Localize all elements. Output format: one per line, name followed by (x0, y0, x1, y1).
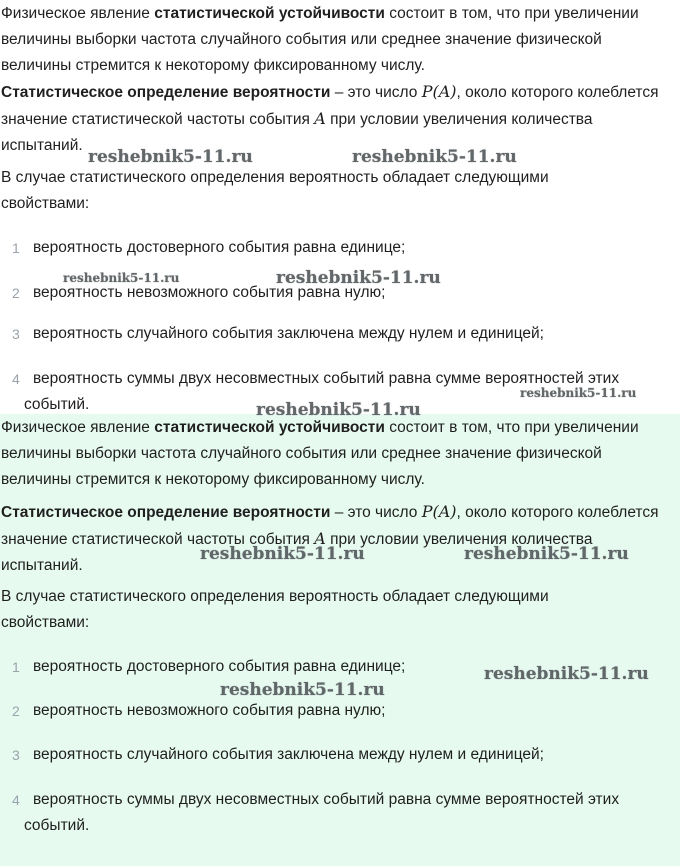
watermark: reshebnik5-11.ru (88, 147, 253, 167)
list-text-continued: событий. (24, 396, 90, 413)
paragraph-properties-intro: В случае статистического определения вероятность обладает следующими свойствами: (1, 588, 549, 631)
paragraph-stability: Физическое явление статистической устойчивости состоит в том, что при увеличении величины выборки частота случайного события или среднее значение физической величины стремится к некоторому фиксированному числу. (1, 419, 639, 488)
list-number: 4 (12, 371, 20, 387)
content-block-top (0, 0, 680, 414)
content-block-bottom (0, 414, 680, 866)
list-number: 3 (12, 747, 20, 763)
watermark: reshebnik5-11.ru (63, 271, 180, 285)
list-text: вероятность случайного события заключена между нулем и единицей; (33, 325, 544, 342)
watermark: reshebnik5-11.ru (352, 147, 517, 167)
list-text: вероятность суммы двух несовместных событий равна сумме вероятностей этих (33, 370, 620, 387)
watermark: reshebnik5-11.ru (464, 544, 629, 564)
watermark: reshebnik5-11.ru (200, 544, 365, 564)
list-text: вероятность суммы двух несовместных событий равна сумме вероятностей этих (33, 791, 620, 808)
list-text: вероятность случайного события заключена между нулем и единицей; (33, 746, 544, 763)
paragraph-definition: Статистическое определение вероятности – это число P(A), около которого колеблется значение статистической частоты события A при условии увеличения количества испытаний. (1, 502, 659, 574)
list-number: 2 (12, 703, 20, 719)
watermark: reshebnik5-11.ru (520, 386, 637, 400)
list-text-continued: событий. (24, 817, 90, 834)
watermark: reshebnik5-11.ru (484, 664, 649, 684)
list-number: 2 (12, 285, 20, 301)
list-text: вероятность достоверного события равна единице; (33, 658, 406, 675)
list-number: 3 (12, 326, 20, 342)
list-text: вероятность невозможного события равна нулю; (33, 284, 386, 301)
watermark: reshebnik5-11.ru (220, 680, 385, 700)
watermark: reshebnik5-11.ru (276, 268, 441, 288)
watermark: reshebnik5-11.ru (256, 400, 421, 420)
paragraph-stability: Физическое явление статистической устойчивости состоит в том, что при увеличении величины выборки частота случайного события или среднее значение физической величины стремится к некоторому фиксированному числу. (1, 5, 639, 74)
list-number: 4 (12, 792, 20, 808)
paragraph-definition: Статистическое определение вероятности – это число P(A), около которого колеблется значение статистической частоты события A при условии увеличения количества испытаний. (1, 82, 659, 154)
paragraph-properties-intro: В случае статистического определения вероятность обладает следующими свойствами: (1, 169, 549, 212)
list-number: 1 (12, 240, 20, 256)
list-text: вероятность невозможного события равна нулю; (33, 702, 386, 719)
list-number: 1 (12, 659, 20, 675)
list-text: вероятность достоверного события равна единице; (33, 239, 406, 256)
